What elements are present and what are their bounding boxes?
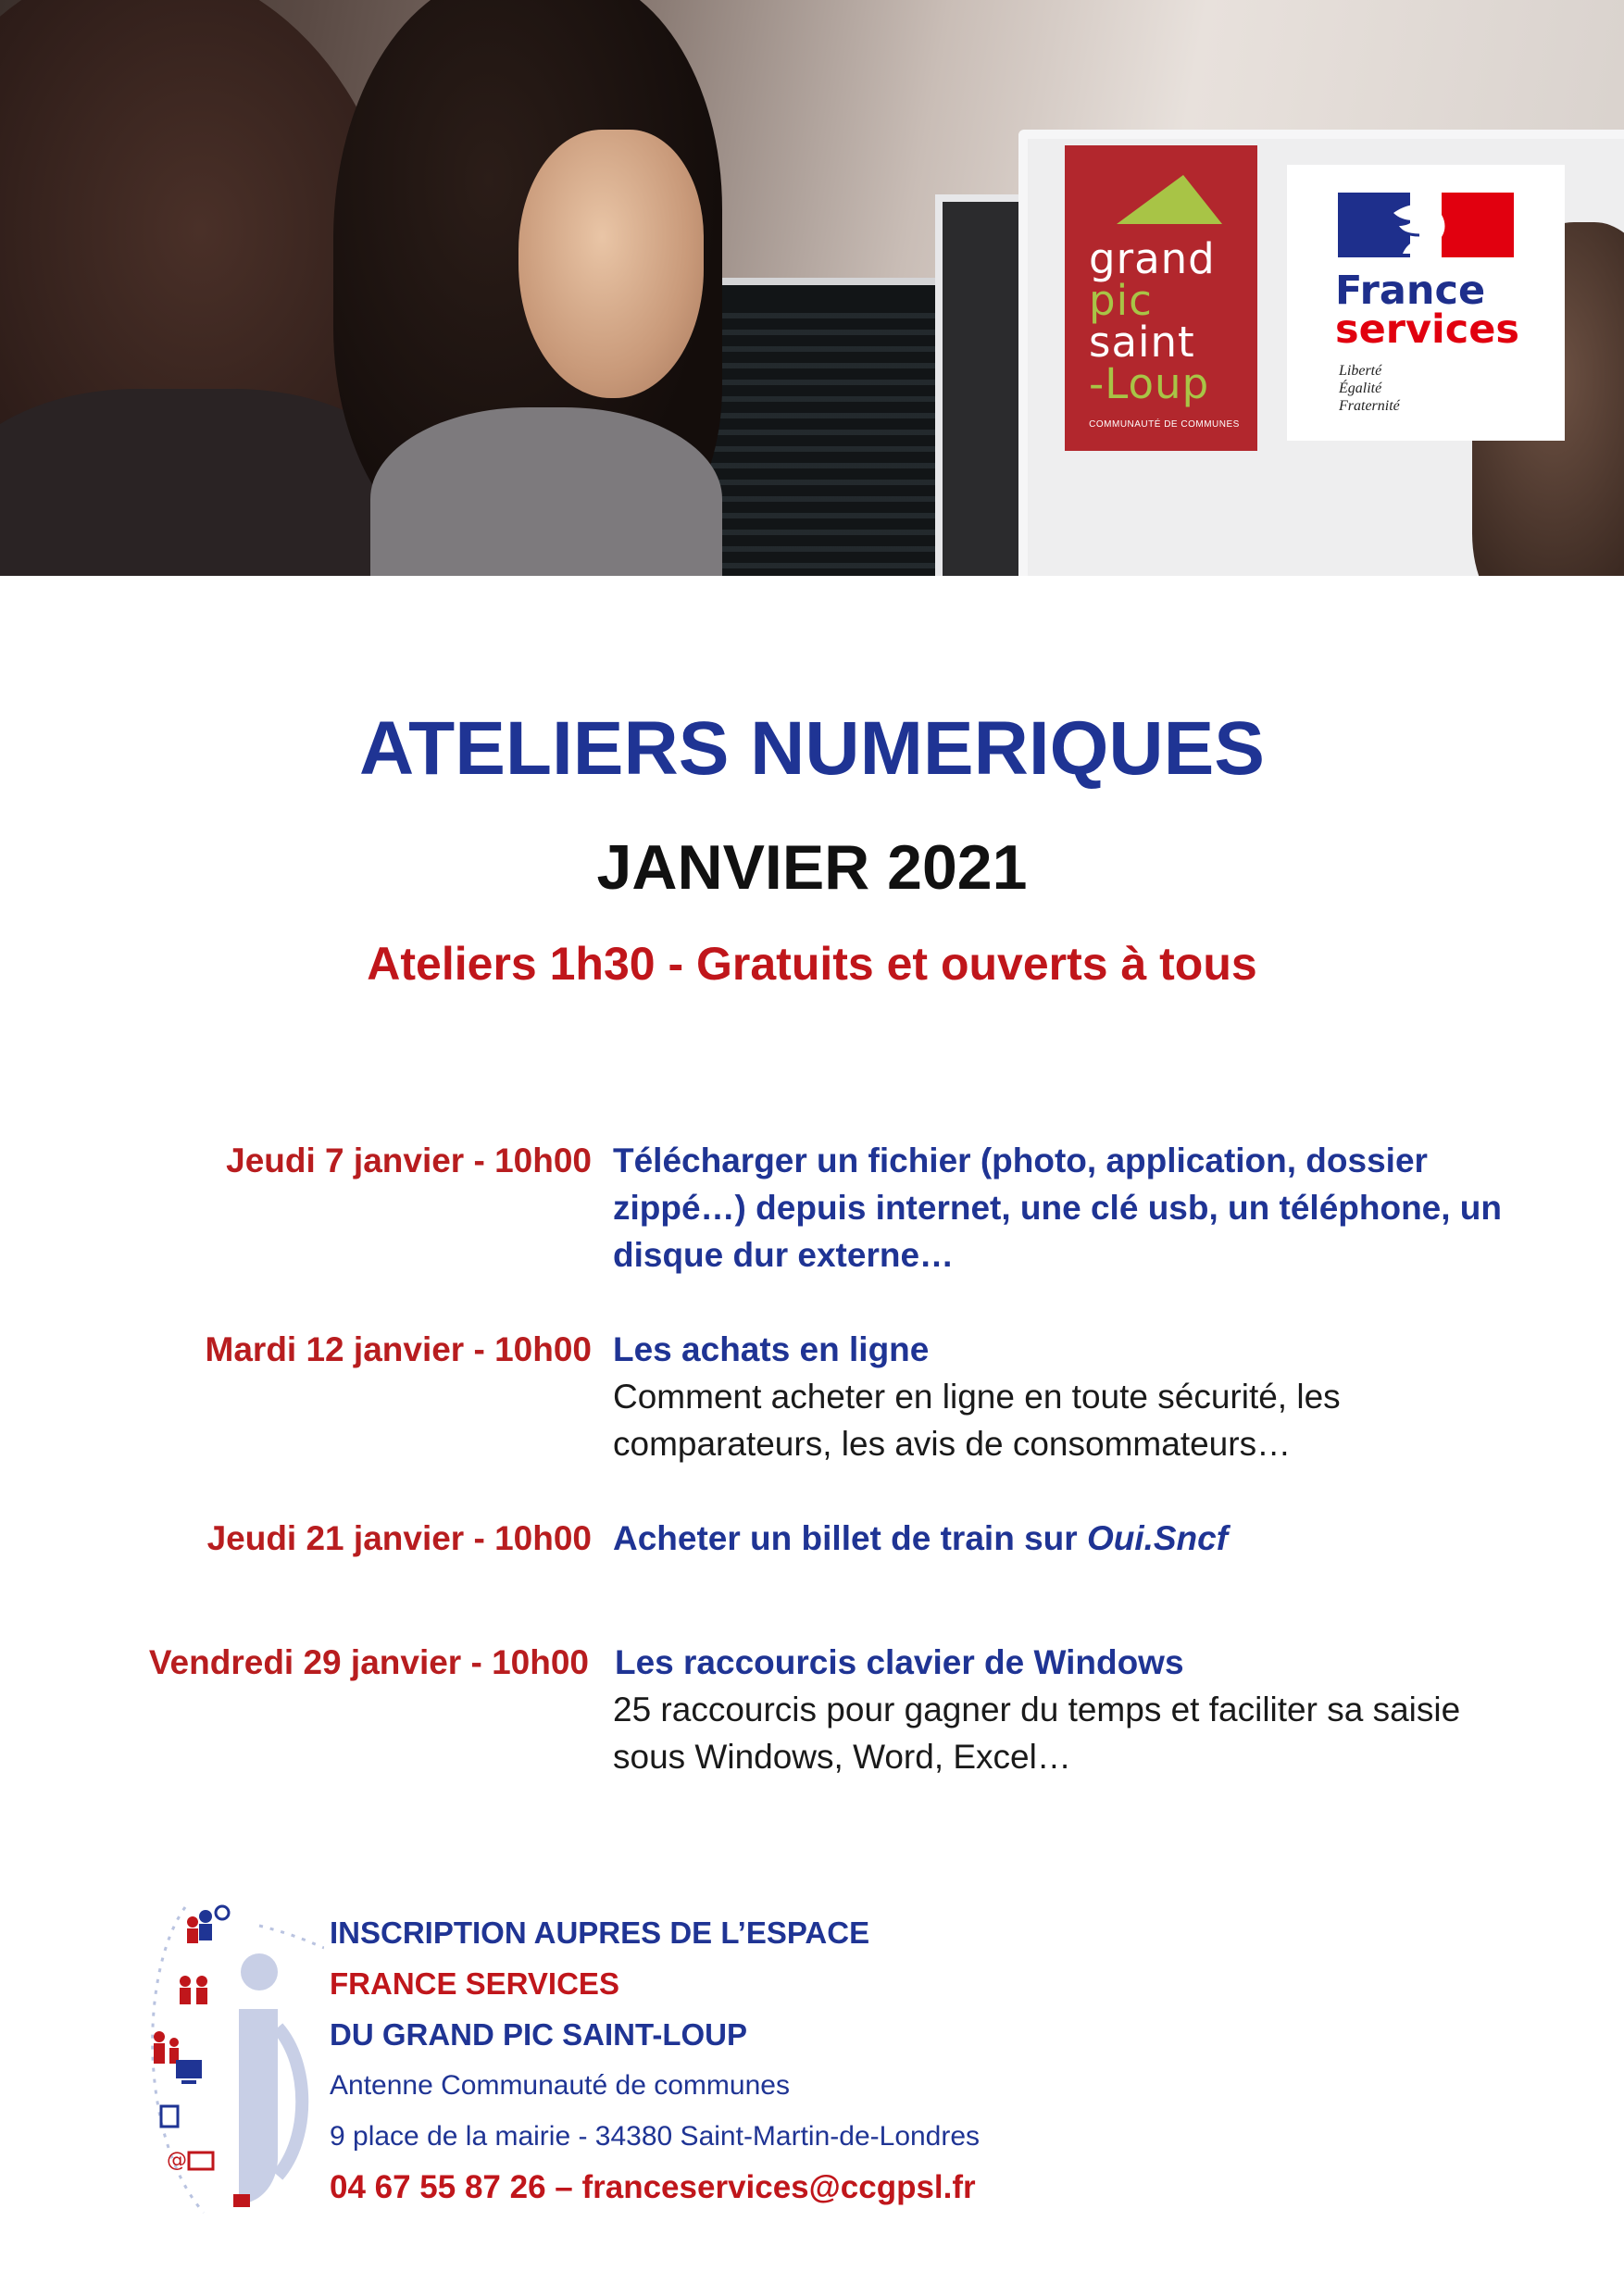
registration-line-1: INSCRIPTION AUPRES DE L’ESPACE (330, 1915, 870, 1950)
event-date: Mardi 12 janvier - 10h00 (205, 1330, 592, 1368)
gpsl-logo-word-4: -Loup (1089, 359, 1210, 408)
event-description-line: comparateurs, les avis de consommateurs… (613, 1425, 1292, 1463)
france-services-pictogram (148, 1879, 324, 2231)
mail-icon (233, 2194, 250, 2207)
svg-text:@: @ (167, 2149, 187, 2172)
gpsl-logo-word-3: saint (1089, 318, 1195, 367)
event-title-prefix: Acheter un billet de train sur (613, 1519, 1087, 1557)
event-title-line: Les achats en ligne (613, 1330, 930, 1368)
email-icon (167, 2149, 213, 2172)
page-tagline: Ateliers 1h30 - Gratuits et ouverts à tous (367, 938, 1257, 990)
hero-photo (0, 0, 1624, 576)
event-title-line: Les raccourcis clavier de Windows (615, 1643, 1184, 1681)
registration-address: 9 place de la mairie - 34380 Saint-Martin-de-Londres (330, 2121, 981, 2152)
photo-person-center-body (370, 407, 722, 576)
page-title: ATELIERS NUMERIQUES (359, 706, 1265, 791)
document-icon (161, 2106, 178, 2127)
france-services-line-1: France (1335, 268, 1486, 314)
registration-info (330, 1907, 980, 2213)
registration-contact: 04 67 55 87 26 – franceservices@ccgpsl.fr (330, 2169, 976, 2205)
people-icon (180, 1976, 207, 2004)
marianne-flag-icon (1338, 193, 1514, 257)
gpsl-logo-subtitle: COMMUNAUTÉ DE COMMUNES (1089, 419, 1240, 430)
event-title-brand: Oui.Sncf (1086, 1519, 1229, 1557)
event-title-line: Télécharger un fichier (photo, application, dossier (613, 1142, 1428, 1179)
event-date: Vendredi 29 janvier - 10h00 (148, 1643, 589, 1681)
event-description-line: Comment acheter en ligne en toute sécurité, les (613, 1378, 1341, 1416)
france-services-logo (1287, 165, 1565, 441)
motto-fraternite: Fraternité (1339, 398, 1400, 414)
people-search-icon (187, 1906, 229, 1943)
event-date: Jeudi 21 janvier - 10h00 (206, 1519, 592, 1557)
family-icon (154, 2031, 179, 2064)
mountain-icon (1065, 145, 1257, 238)
computer-icon (176, 2060, 202, 2084)
gpsl-logo-word-2: pic (1089, 276, 1153, 325)
motto-liberte: Liberté (1339, 363, 1382, 379)
event-description-line: sous Windows, Word, Excel… (613, 1738, 1071, 1776)
page-subtitle-month: JANVIER 2021 (596, 832, 1028, 903)
gpsl-logo (1065, 145, 1257, 451)
event-title-line: zippé…) depuis internet, une clé usb, un téléphone, un (613, 1189, 1503, 1227)
motto-egalite: Égalité (1339, 381, 1382, 396)
registration-line-3: DU GRAND PIC SAINT-LOUP (330, 2017, 748, 2052)
event-description-line: 25 raccourcis pour gagner du temps et faciliter sa saisie (613, 1691, 1461, 1728)
registration-office: Antenne Communauté de communes (330, 2070, 790, 2101)
france-services-line-2: services (1335, 306, 1519, 353)
event-date: Jeudi 7 janvier - 10h00 (226, 1142, 592, 1179)
registration-line-2: FRANCE SERVICES (330, 1966, 619, 2001)
event-title-line: disque dur externe… (613, 1236, 955, 1274)
photo-person-center-face (518, 130, 704, 398)
event-title-line (613, 1515, 1539, 1562)
gpsl-logo-word-1: grand (1089, 234, 1216, 283)
